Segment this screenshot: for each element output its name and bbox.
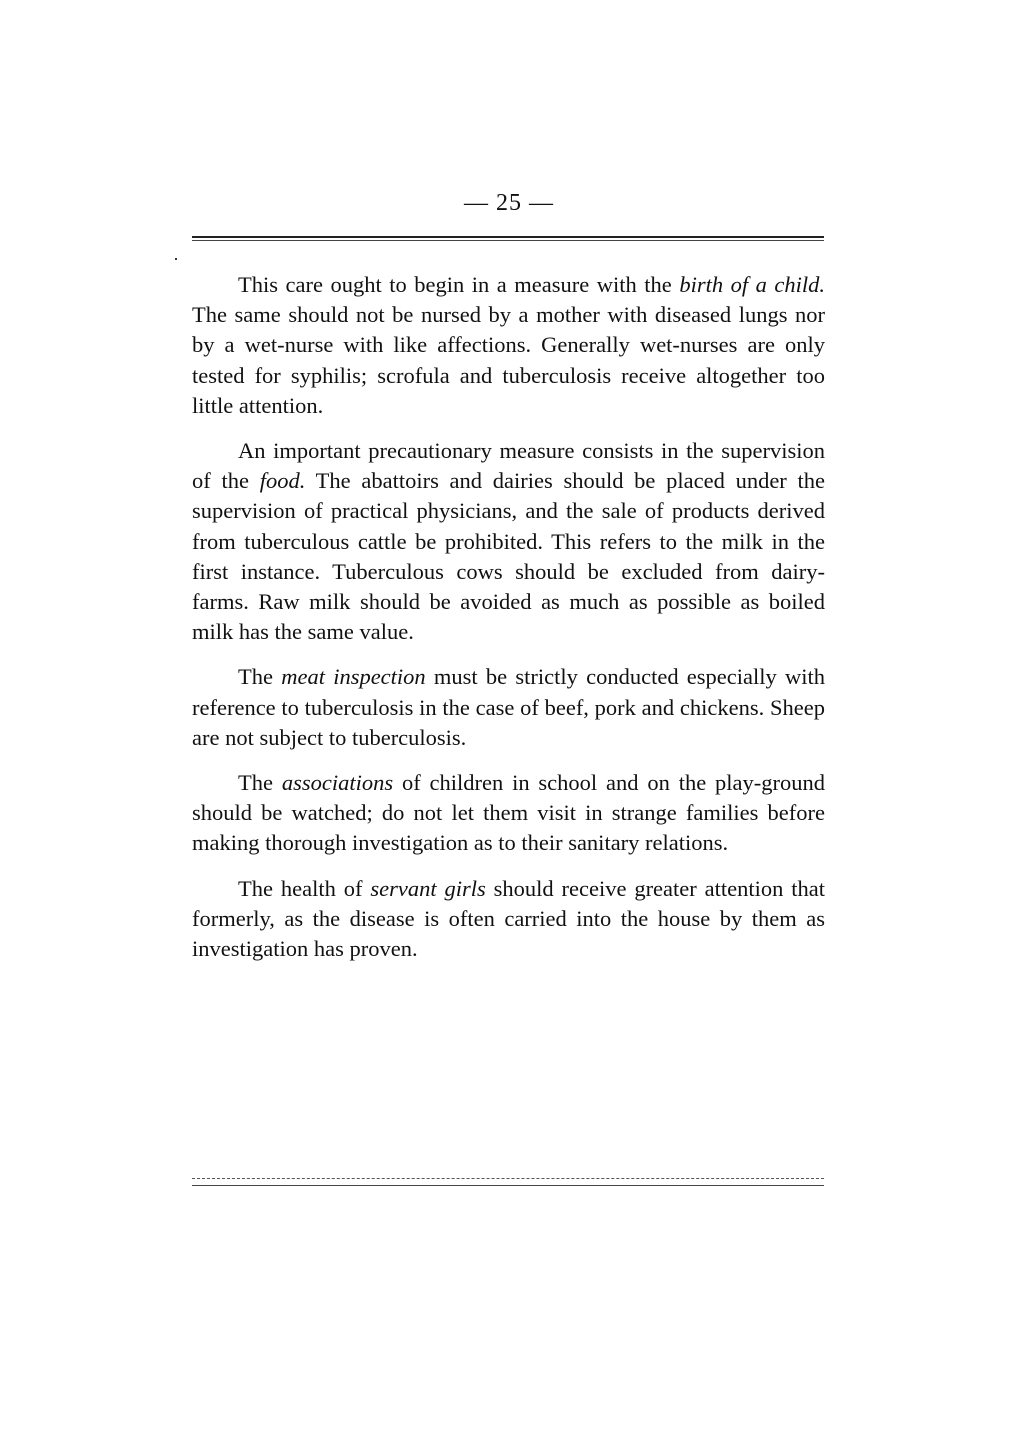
- header-rule-line-top: [192, 236, 824, 238]
- paragraph-associations: [192, 768, 825, 859]
- paragraph-text: An important precautionary measure consists in the supervision of the: [192, 438, 825, 494]
- scan-speck: [175, 258, 177, 260]
- paragraph-text: The same should not be nursed by a mother with diseased lungs nor by a wet-nurse with like affections. Generally wet-nurses are only tested for syphilis; scrofula and tuberculosis receive altogether too little attention.: [192, 302, 825, 418]
- paragraph-text: The abattoirs and dairies should be placed under the supervision of practical physicians, and the sale of products derived from tuberculous cattle be prohibited. This refers to the milk in the first instance. Tuberculous cows should be excluded from dairy-farms. Raw milk should be avoided as much as possible as boiled milk has the same value.: [192, 468, 826, 645]
- emphasis-text: associations: [281, 770, 394, 796]
- paragraph-text: The: [238, 770, 282, 796]
- footer-rule: [192, 1178, 824, 1186]
- paragraph-text: This care ought to begin in a measure with the: [238, 272, 680, 297]
- header-rule-line-bottom: [192, 240, 824, 241]
- paragraph-text: The: [238, 664, 282, 690]
- paragraph-servant-girls: [192, 874, 825, 965]
- paragraph-text: must be strictly conducted especially with reference to tuberculosis in the case of beef, pork and chickens. Sheep are not subject to tuberculosis.: [192, 664, 825, 750]
- emphasis-text: food.: [259, 468, 306, 494]
- header-rule: [192, 236, 824, 242]
- emphasis-text: servant girls: [370, 875, 486, 901]
- page-body: [192, 270, 825, 979]
- page-number: — 25 —: [464, 190, 554, 216]
- paragraph-text: should receive greater attention that formerly, as the disease is often carried into the house by them as investigation has proven.: [192, 875, 825, 962]
- paragraph-text: The health of: [238, 875, 371, 901]
- paragraph-food-supervision: [192, 436, 825, 647]
- emphasis-text: meat inspection: [281, 664, 426, 690]
- paragraph-birth-care: [192, 270, 825, 421]
- emphasis-text: birth of a child.: [679, 272, 825, 297]
- paragraph-text: of children in school and on the play-ground should be watched; do not let them visit in strange families before making thorough investigation as to their sanitary relations.: [192, 770, 825, 856]
- paragraph-meat-inspection: [192, 662, 825, 753]
